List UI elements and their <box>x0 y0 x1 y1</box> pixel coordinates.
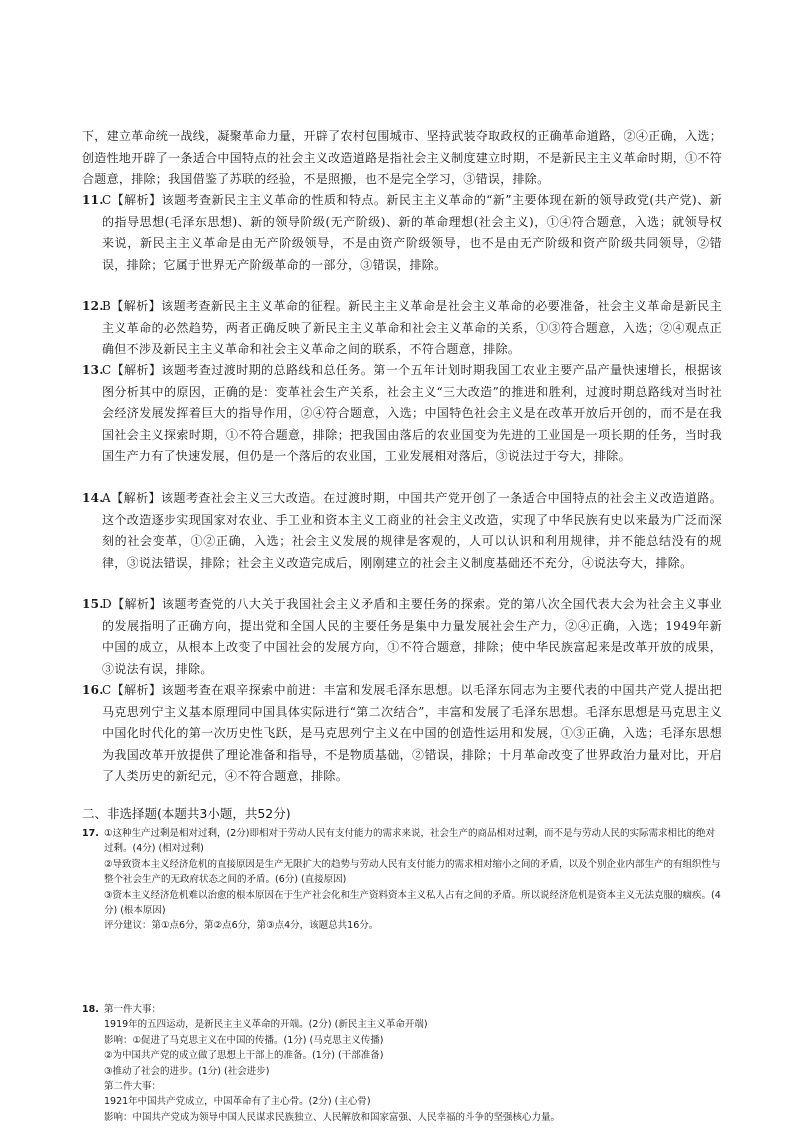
item-number: 14. <box>82 491 104 505</box>
answer-line: ②为中国共产党的成立做了思想上干部上的准备。(1分) (干部准备) <box>104 1050 384 1062</box>
answer-item-14 <box>82 488 722 574</box>
question-number: 18. <box>82 1004 99 1015</box>
item-explanation: B【解析】该题考查新民主主义革命的征程。新民主主义革命是社会主义革命的必要准备，社会主义革命是新民主主义革命的必然趋势，两者正确反映了新民主主义革命和社会主义革命的关系，①③符合题意，入选；②④观点正确但不涉及新民主主义革命和社会主义革命之间的联系，不符合题意，排除。 <box>102 299 722 356</box>
item-explanation: D【解析】该题考查党的八大关于我国社会主义矛盾和主要任务的探索。党的第八次全国代表大会为社会主义事业的发展指明了正确方向，提出党和全国人民的主要任务是集中力量发展社会生产力，②④正确，入选；1949年新中国的成立，从根本上改变了中国社会的发展方向，①不符合题意，排除；使中华民族富起来是改革开放的成果，③说法有误，排除。 <box>102 597 722 676</box>
answer-line: ①这种生产过剩是相对过剩，(2分)即相对于劳动人民有支付能力的需求来说，社会生产的商品相对过剩，而不是与劳动人民的实际需求相比的绝对过剩。(4分) (相对过剩) <box>104 828 715 855</box>
answer-item-11 <box>82 190 722 276</box>
item-number: 16. <box>82 683 104 697</box>
section-title: 二、非选择题(本题共3小题，共52分) <box>82 806 291 821</box>
answer-item-13 <box>82 360 722 468</box>
answer-line: 1919年的五四运动，是新民主主义革命的开端。(2分) (新民主主义革命开端) <box>104 1019 428 1031</box>
answer-item-15 <box>82 594 722 680</box>
answer-17 <box>82 826 722 934</box>
answer-line: 1921年中国共产党成立，中国革命有了主心骨。(2分) (主心骨) <box>104 1096 371 1108</box>
answer-18 <box>82 1002 722 1125</box>
impact-line: 影响：中国共产党成为领导中国人民谋求民族独立、人民解放和国家富强、人民幸福的斗争的坚强核心力量。 <box>104 1111 561 1123</box>
answer-line: ③推动了社会的进步。(1分) (社会进步) <box>104 1065 270 1077</box>
continuation-paragraph: 下，建立革命统一战线，凝聚革命力量，开辟了农村包围城市、坚持武装夺取政权的正确革命道路，②④正确，入选；创造性地开辟了一条适合中国特点的社会主义改造道路是指社会主义制度建立时期，不是新民主主义革命时期，①不符合题意，排除；我国借鉴了苏联的经验，不是照搬，也不是完全学习，③错误，排除。 <box>82 129 722 186</box>
answer-item-16 <box>82 680 722 788</box>
scoring-note: 评分建议：第①点6分，第②点6分，第③点4分，该题总共16分。 <box>104 920 379 932</box>
item-number: 15. <box>82 597 104 611</box>
item-explanation: C【解析】该题考查新民主主义革命的性质和特点。新民主主义革命的“新”主要体现在新的领导政党(共产党)、新的指导思想(毛泽东思想)、新的领导阶级(无产阶级)、新的革命理想(社会主义)，①④符合题意，入选；就领导权来说，新民主主义革命是由无产阶级领导，不是由资产阶级领导，也不是由无产阶级和资产阶级共同领导，②错误，排除；它属于世界无产阶级革命的一部分，③错误，排除。 <box>102 193 722 272</box>
question-number: 17. <box>82 828 99 839</box>
answer-line: ②导致资本主义经济危机的直接原因是生产无限扩大的趋势与劳动人民有支付能力的需求相对缩小之间的矛盾，以及个别企业内部生产的有组织性与整个社会生产的无政府状态之间的矛盾。(6分) (直接原因) <box>104 858 721 886</box>
answer-line: ③资本主义经济危机难以治愈的根本原因在于生产社会化和生产资料资本主义私人占有之间的矛盾。所以说经济危机是资本主义无法克服的痼疾。(4分) (根本原因) <box>104 889 721 916</box>
answer-item-12 <box>82 296 722 361</box>
item-number: 12. <box>82 299 104 313</box>
item-number: 11. <box>82 193 104 207</box>
item-number: 13. <box>82 363 104 377</box>
answer-line: 影响：①促进了马克思主义在中国的传播。(1分) (马克思主义传播) <box>104 1034 384 1046</box>
item-explanation: C【解析】该题考查过渡时期的总路线和总任务。第一个五年计划时期我国工农业主要产品产量快速增长，根据该图分析其中的原因，正确的是：变革社会生产关系，社会主义“三大改造”的推进和胜利，过渡时期总路线对当时社会经济发展发挥着巨大的指导作用，②④符合题意，入选；中国特色社会主义是在改革开放后开创的，而不是在我国社会主义探索时期，①不符合题意，排除；把我国由落后的农业国变为先进的工业国是一项长期的任务，当时我国生产力有了快速发展，但仍是一个落后的农业国，工业发展相对落后，③说法过于夸大，排除。 <box>102 363 722 463</box>
item-explanation: C【解析】该题考查在艰辛探索中前进：丰富和发展毛泽东思想。以毛泽东同志为主要代表的中国共产党人提出把马克思列宁主义基本原理同中国具体实际进行“第二次结合”，丰富和发展了毛泽东思想。毛泽东思想是马克思主义中国化时代化的第一次历史性飞跃，是马克思列宁主义在中国的创造性运用和发展，①③正确，入选；毛泽东思想为我国改革开放提供了理论准备和指导，不是物质基础，②错误，排除；十月革命改变了世界政治力量对比，开启了人类历史的新纪元，④不符合题意，排除。 <box>102 683 722 783</box>
answer-line: 第二件大事： <box>104 1080 162 1092</box>
answer-line: 第一件大事： <box>104 1004 162 1015</box>
item-explanation: A【解析】该题考查社会主义三大改造。在过渡时期，中国共产党开创了一条适合中国特点的社会主义改造道路。这个改造逐步实现国家对农业、手工业和资本主义工商业的社会主义改造，实现了中华民族有史以来最为广泛而深刻的社会变革，①②正确，入选；社会主义发展的规律是客观的，人可以认识和利用规律，并不能总结没有的规律，③说法错误，排除；社会主义改造完成后，刚刚建立的社会主义制度基础还不充分，④说法夸大，排除。 <box>102 491 722 570</box>
